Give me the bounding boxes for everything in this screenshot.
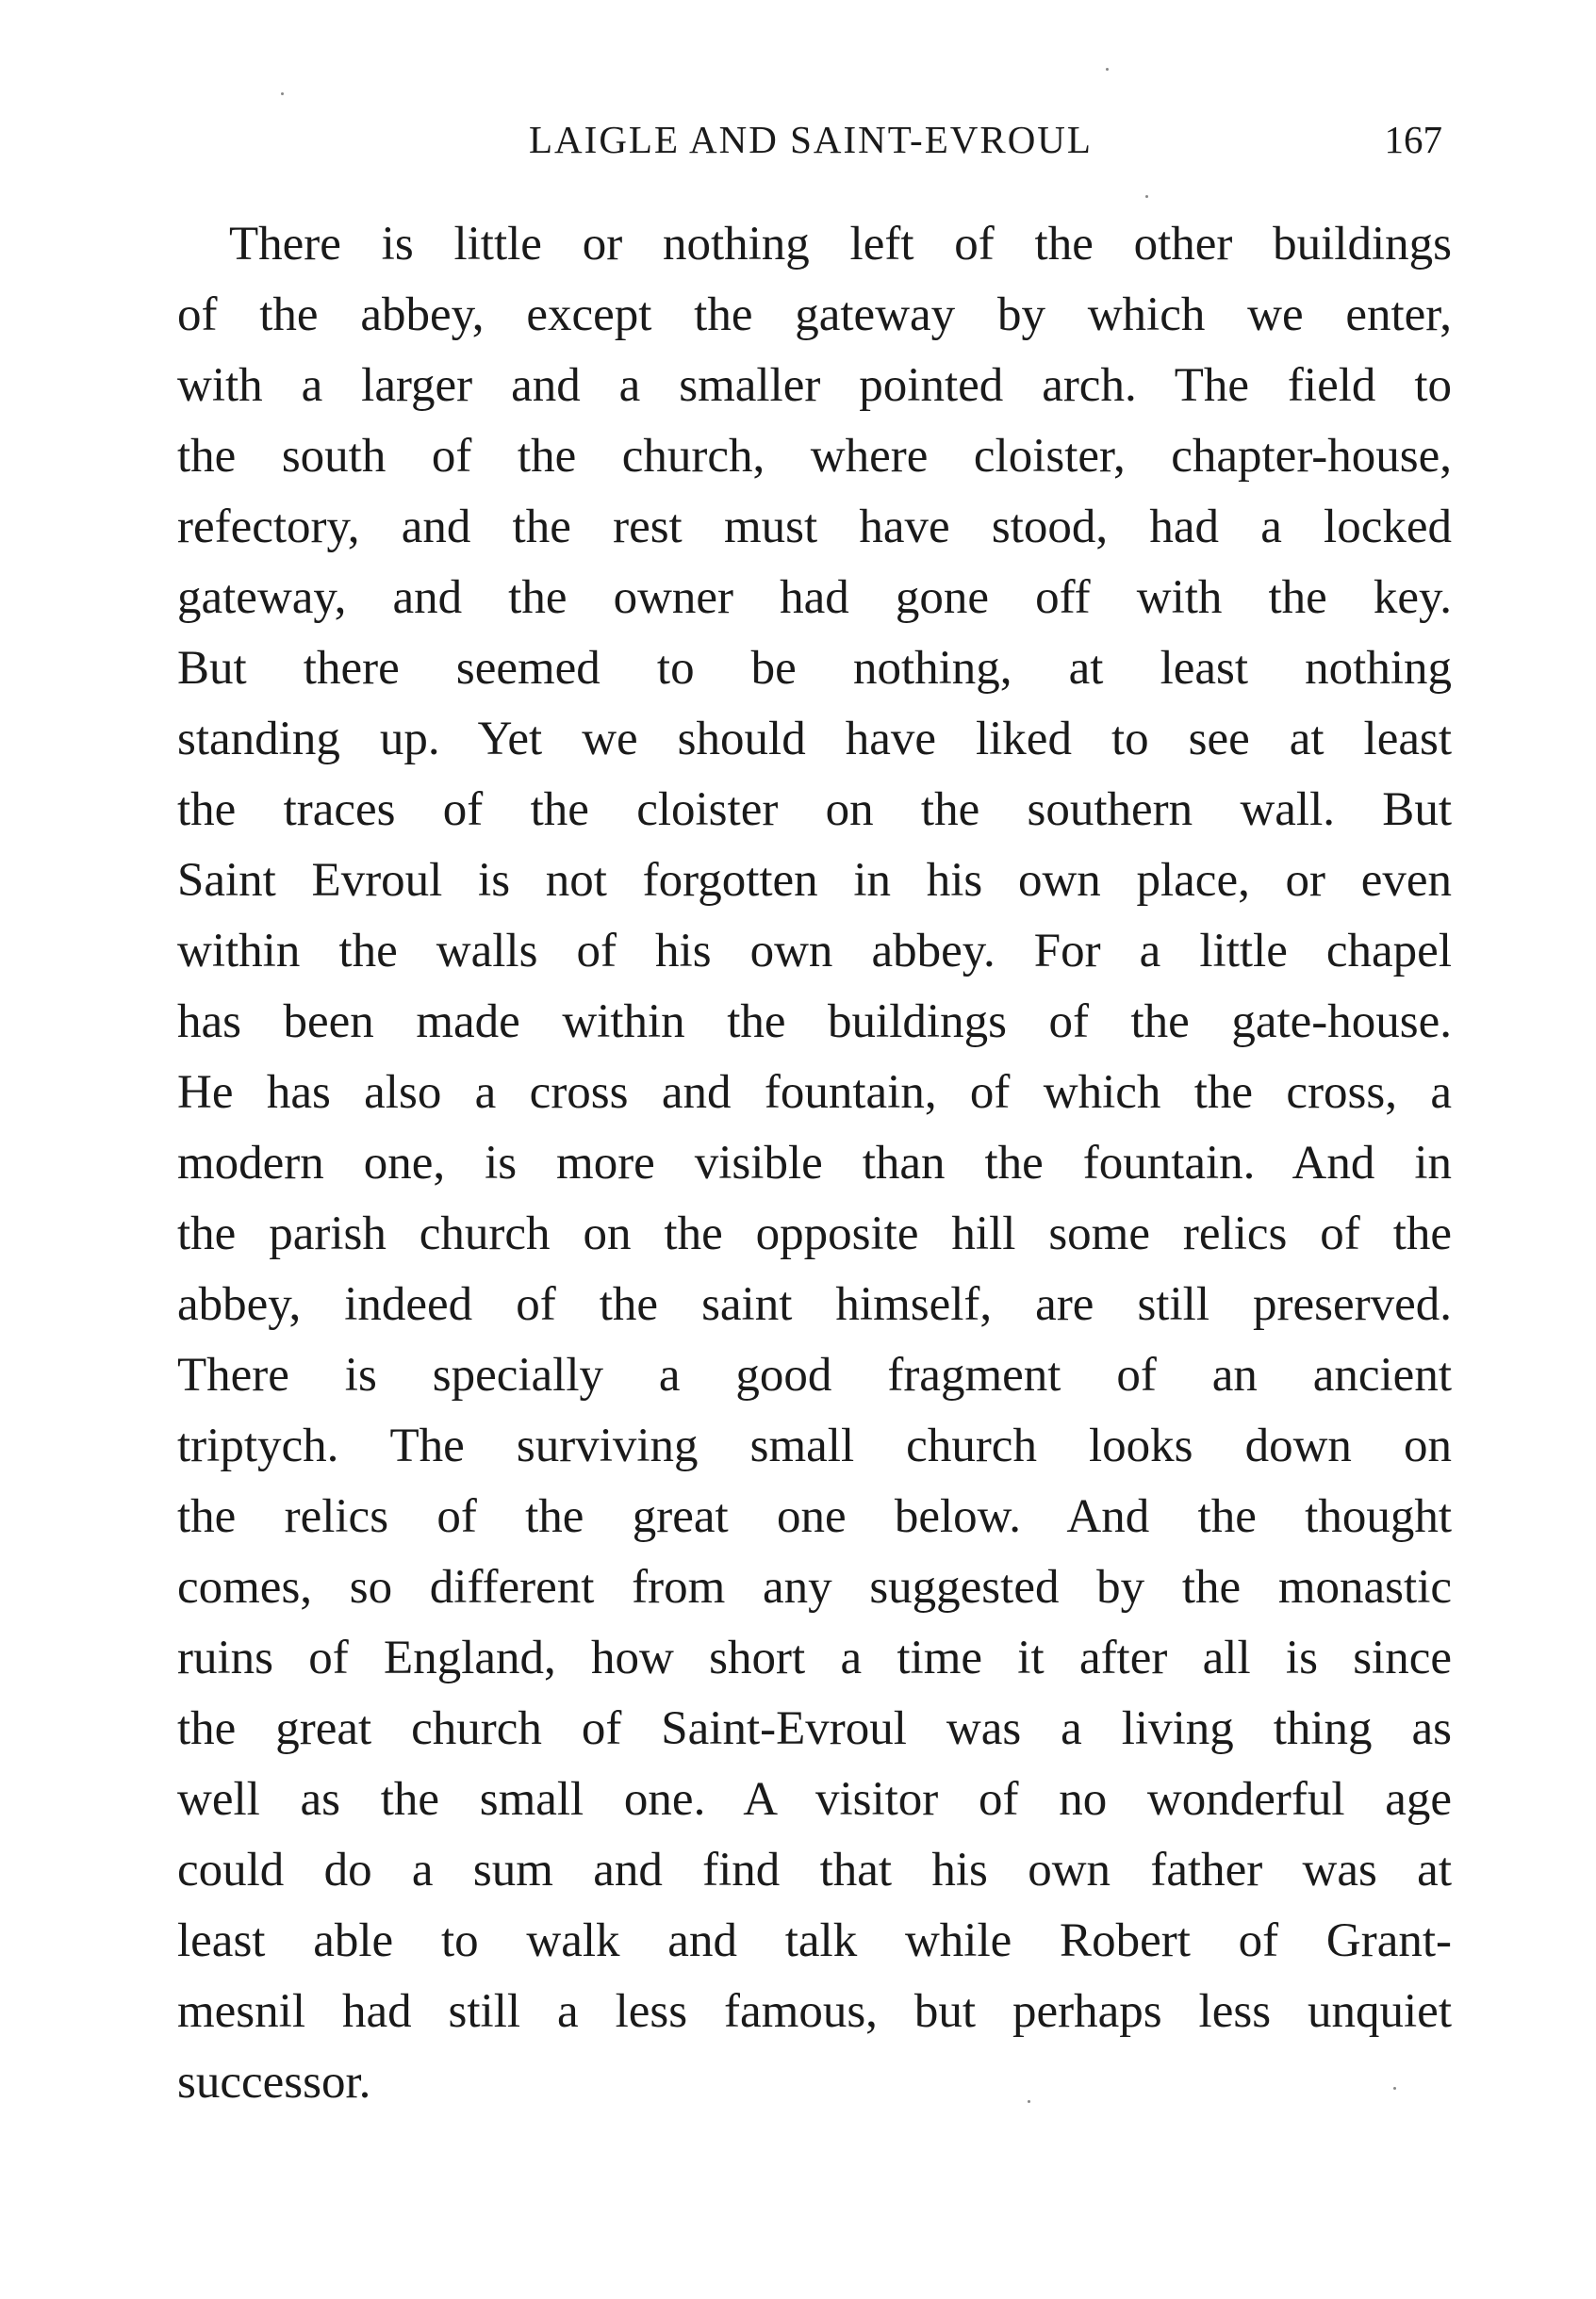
text-line: ruins of England, how short a time it after all is since bbox=[177, 1632, 1452, 1684]
text-line: refectory, and the rest must have stood, had a locked bbox=[177, 501, 1452, 553]
text-line: of the abbey, except the gateway by which we enter, bbox=[177, 288, 1452, 341]
text-line: triptych. The surviving small church looks down on bbox=[177, 1420, 1452, 1472]
text-line: abbey, indeed of the saint himself, are still preserved. bbox=[177, 1278, 1452, 1331]
text-line: has been made within the buildings of the gate-house. bbox=[177, 995, 1452, 1048]
paper-speck bbox=[1106, 68, 1109, 71]
body-paragraph bbox=[177, 209, 1452, 2118]
text-line: the parish church on the opposite hill some relics of the bbox=[177, 1207, 1452, 1260]
text-line: Saint Evroul is not forgotten in his own place, or even bbox=[177, 854, 1452, 907]
text-line: with a larger and a smaller pointed arch. The field to bbox=[177, 359, 1452, 412]
text-line: comes, so different from any suggested by the monastic bbox=[177, 1561, 1452, 1614]
running-title: LAIGLE AND SAINT-EVROUL bbox=[529, 118, 1093, 161]
text-line: There is specially a good fragment of an ancient bbox=[177, 1349, 1452, 1402]
text-line: successor. bbox=[177, 2056, 371, 2109]
text-line: the relics of the great one below. And the thought bbox=[177, 1490, 1452, 1543]
text-line: least able to walk and talk while Robert of Grant- bbox=[177, 1914, 1452, 1967]
text-line: There is little or nothing left of the other buildings bbox=[229, 218, 1452, 271]
text-line: gateway, and the owner had gone off with the key. bbox=[177, 571, 1452, 624]
text-line: But there seemed to be nothing, at least nothing bbox=[177, 642, 1452, 695]
text-line: the traces of the cloister on the southern wall. But bbox=[177, 783, 1452, 836]
paper-speck bbox=[1145, 195, 1148, 198]
page-number: 167 bbox=[1384, 118, 1442, 161]
text-line: could do a sum and find that his own father was at bbox=[177, 1844, 1452, 1897]
text-line: the great church of Saint-Evroul was a living thing as bbox=[177, 1702, 1452, 1755]
running-head bbox=[179, 111, 1442, 168]
text-line: standing up. Yet we should have liked to see at least bbox=[177, 713, 1452, 765]
text-line: well as the small one. A visitor of no wonderful age bbox=[177, 1773, 1452, 1826]
paper-speck bbox=[281, 92, 284, 95]
text-line: modern one, is more visible than the fountain. And in bbox=[177, 1137, 1452, 1190]
text-line: the south of the church, where cloister, chapter-house, bbox=[177, 430, 1452, 483]
paper-speck bbox=[1028, 2100, 1030, 2103]
text-line: within the walls of his own abbey. For a little chapel bbox=[177, 925, 1452, 977]
paper-speck bbox=[1393, 2087, 1396, 2090]
text-line: He has also a cross and fountain, of which the cross, a bbox=[177, 1066, 1452, 1119]
text-line: mesnil had still a less famous, but perhaps less unquiet bbox=[177, 1985, 1452, 2038]
